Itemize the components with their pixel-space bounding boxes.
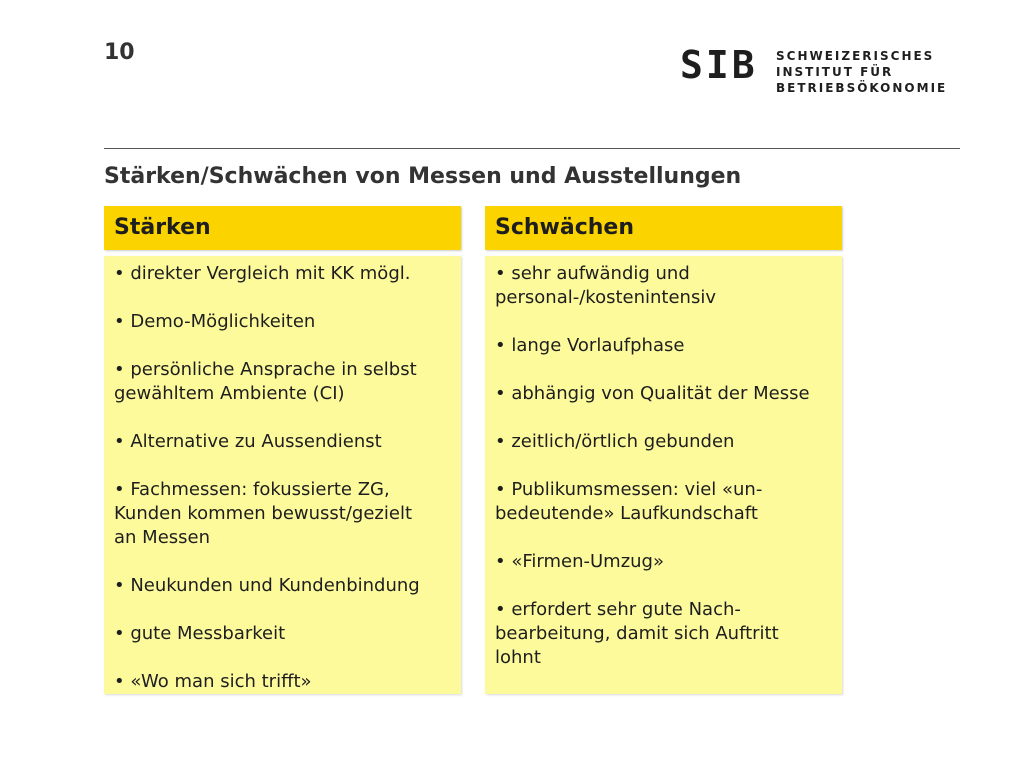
strengths-header: Stärken bbox=[104, 206, 461, 250]
weakness-item: • zeitlich/örtlich gebunden bbox=[495, 431, 735, 452]
slide-title: Stärken/Schwächen von Messen und Ausstellungen bbox=[104, 164, 742, 189]
weakness-item: • «Firmen-Umzug» bbox=[495, 551, 664, 572]
strength-item: • Alternative zu Aussendienst bbox=[114, 431, 382, 452]
weakness-item: • Publikumsmessen: viel «un- bedeutende» Laufkundschaft bbox=[495, 479, 763, 524]
logo-line-2: INSTITUT FÜR bbox=[776, 65, 894, 79]
weakness-item: • abhängig von Qualität der Messe bbox=[495, 383, 810, 404]
weakness-item: • sehr aufwändig und personal-/kostenintensiv bbox=[495, 263, 716, 308]
weaknesses-box bbox=[485, 256, 842, 694]
strength-item: • Demo-Möglichkeiten bbox=[114, 311, 316, 332]
strength-item: • direkter Vergleich mit KK mögl. bbox=[114, 263, 411, 284]
weakness-item: • lange Vorlaufphase bbox=[495, 335, 685, 356]
strength-item: • persönliche Ansprache in selbst gewähltem Ambiente (CI) bbox=[114, 359, 417, 404]
strengths-list bbox=[114, 262, 461, 694]
header-divider bbox=[104, 148, 960, 149]
logo-line-1: SCHWEIZERISCHES bbox=[776, 49, 935, 63]
logo-line-3: BETRIEBSÖKONOMIE bbox=[776, 81, 948, 95]
strength-item: • Fachmessen: fokussierte ZG, Kunden kommen bewusst/gezielt an Messen bbox=[114, 479, 413, 548]
weaknesses-header: Schwächen bbox=[485, 206, 842, 250]
sib-logo-text bbox=[776, 48, 947, 96]
strength-item: • Neukunden und Kundenbindung bbox=[114, 575, 420, 596]
strength-item: • gute Messbarkeit bbox=[114, 623, 286, 644]
sib-logo-mark: SIB bbox=[680, 43, 758, 87]
strengths-box bbox=[104, 256, 461, 694]
page-number: 10 bbox=[104, 40, 135, 65]
strength-item: • «Wo man sich trifft» bbox=[114, 671, 312, 692]
weakness-item: • erfordert sehr gute Nach- bearbeitung, damit sich Auftritt lohnt bbox=[495, 599, 779, 668]
weaknesses-list bbox=[495, 262, 842, 670]
